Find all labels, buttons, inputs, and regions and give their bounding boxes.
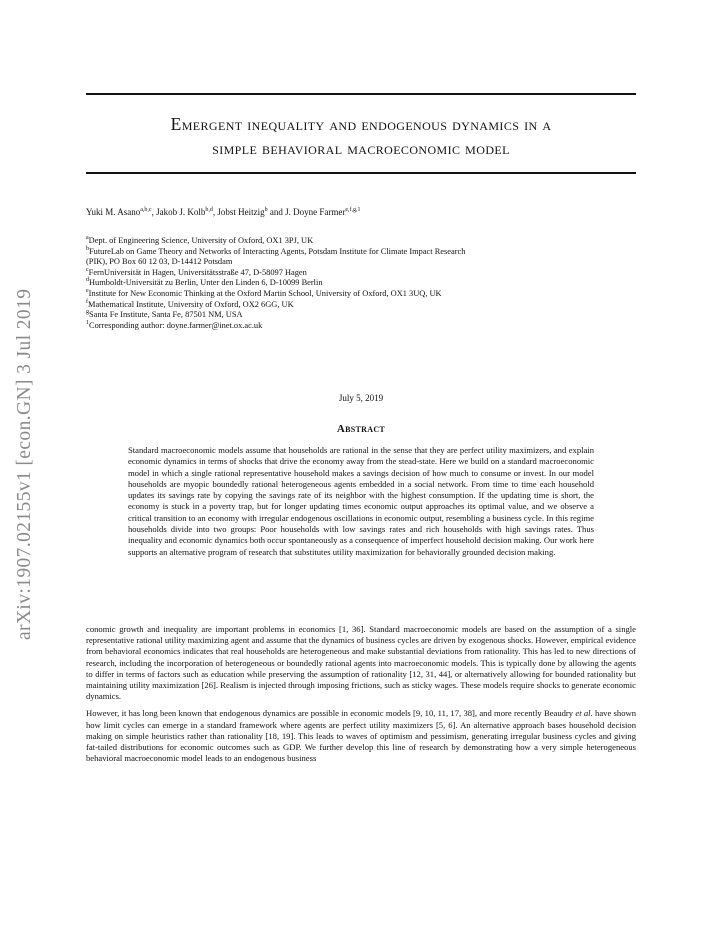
paper-title bbox=[86, 112, 636, 160]
title-line-1: Emergent inequality and endogenous dynamics in a bbox=[170, 114, 552, 134]
body-paragraph-2: However, it has long been known that endogenous dynamics are possible in economic models [9, 10, 11, 17, 38], and more recently Beaudry et al. have shown how limit cycles can emerge in a standard framework where agents are perfect utility maximizers [5, 6]. An alternative approach bases household decision making on simple heuristics rather than rationality [18, 19]. This leads to waves of optimism and pessimism, generating irregular business cycles and giving fat-tailed distributions for economic outcomes such as GDP. We further develop this line of research by demonstrating how a very simple heterogeneous behavioral macroeconomic model leads to an endogenous business bbox=[86, 708, 636, 764]
publication-date: July 5, 2019 bbox=[338, 393, 384, 403]
arxiv-identifier-stamp: arXiv:1907.02155v1 [econ.GN] 3 Jul 2019 bbox=[14, 288, 35, 640]
author-list bbox=[86, 207, 361, 218]
affiliation: $^c$FernUniversität in Hagen, Universitätsstraße 47, D-58097 Hagen bbox=[86, 266, 307, 277]
affiliation: $^d$Humboldt-Universität zu Berlin, Unter den Linden 6, D-10099 Berlin bbox=[86, 277, 323, 288]
body-paragraph-1: conomic growth and inequality are important problems in economics [1, 36]. Standard macroeconomic models are based on the assumption of a single representative rational utility maximizing agent and assume that the dynamics of business cycles are driven by exogenous shocks. However, empirical evidence from behavioral economics indicates that real households are heterogeneous and make substantial deviations from rationality. This has led to new directions of research, including the incorporation of heterogeneous or boundedly rational agents into macroeconomic models. This is typically done by allowing the agents to differ in terms of factors such as education while preserving the assumption of rationality [12, 31, 44], or alternatively allowing for bounded rationality but maintaining utility maximization [26]. Realism is injected through imposing frictions, such as sticky wages. These models require shocks to generate economic dynamics. bbox=[86, 624, 636, 702]
abstract-text: Standard macroeconomic models assume that households are rational in the sense that they are perfect utility maximizers, and explain economic dynamics in terms of shocks that drive the economy away from the stead-state. Here we build on a standard macroeconomic model in which a single rational representative household makes a savings decision of how much to consume or invest. In our model households are myopic boundedly rational heterogeneous agents embedded in a social network. From time to time each household updates its savings rate by copying the savings rate of its neighbor with the highest consumption. If the updating time is short, the economy is stuck in a poverty trap, but for longer updating times economic output approaches its optimal value, and we observe a critical transition to an economy with irregular endogenous oscillations in economic output, resembling a business cycle. In this regime households divide into two groups: Poor households with low savings rates and rich households with high savings rates. Thus inequality and economic dynamics both occur spontaneously as a consequence of imperfect household decision making. Our work here supports an alternative program of research that substitutes utility maximization for behaviorally grounded decision making. bbox=[128, 445, 594, 557]
body-text bbox=[86, 624, 636, 770]
author: Yuki M. Asano$^{a,b,c}$, bbox=[86, 207, 157, 217]
affiliation: $^f$Mathematical Institute, University of Oxford, OX2 6GG, UK bbox=[86, 298, 294, 309]
author: Jobst Heitzig$^b$ and bbox=[217, 207, 286, 217]
title-line-2: simple behavioral macroeconomic model bbox=[212, 138, 510, 158]
affiliation-list bbox=[86, 236, 636, 331]
author: J. Doyne Farmer$^{e,f,g,1}$ bbox=[285, 207, 361, 217]
title-bottom-rule bbox=[86, 172, 636, 174]
affiliation: $^a$Dept. of Engineering Science, University of Oxford, OX1 3PJ, UK bbox=[86, 235, 314, 245]
affiliation: $^e$Institute for New Economic Thinking at the Oxford Martin School, University of Oxford, OX1 3UQ, UK bbox=[86, 288, 442, 298]
affiliation: (PIK), PO Box 60 12 03, D-14412 Potsdam bbox=[86, 257, 233, 267]
title-top-rule bbox=[86, 93, 636, 95]
affiliation: $^b$FutureLab on Game Theory and Networks of Interacting Agents, Potsdam Institute for Climate Impact Research bbox=[86, 245, 466, 256]
abstract-heading: Abstract bbox=[336, 423, 386, 435]
affiliation: $^g$Santa Fe Institute, Santa Fe, 87501 NM, USA bbox=[86, 309, 243, 320]
author: Jakob J. Kolb$^{b,d}$, bbox=[156, 207, 218, 217]
affiliation: $^1$Corresponding author: doyne.farmer@inet.ox.ac.uk bbox=[86, 319, 263, 330]
